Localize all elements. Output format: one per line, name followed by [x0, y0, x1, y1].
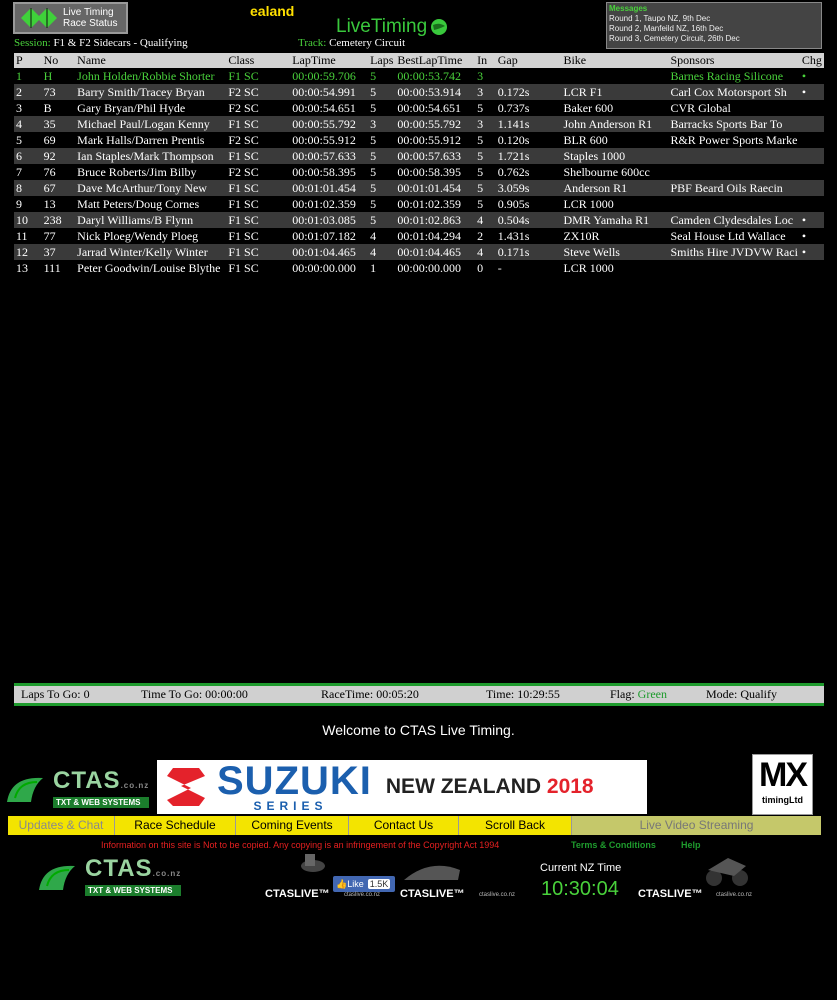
- suzuki-series-text: SERIES: [253, 799, 328, 813]
- cell-no: 76: [42, 164, 76, 180]
- help-link[interactable]: Help: [681, 840, 701, 850]
- checkered-flags-icon: [19, 6, 59, 30]
- cell-class: F2 SC: [226, 100, 290, 116]
- session-info: Session: F1 & F2 Sidecars - Qualifying: [14, 37, 188, 49]
- globe-icon: [430, 18, 448, 36]
- cell-class: F1 SC: [226, 212, 290, 228]
- cell-bike: Baker 600: [561, 100, 668, 116]
- ctas-flag-icon: [35, 860, 83, 894]
- cell-no: H: [42, 68, 76, 84]
- cell-name: Barry Smith/Tracey Bryan: [75, 84, 226, 100]
- cell-lap: 00:00:57.633: [290, 148, 368, 164]
- ctaslive-url: ctaslive.co.nz: [344, 892, 381, 898]
- nav-contact-us[interactable]: Contact Us: [349, 816, 459, 835]
- cell-no: 92: [42, 148, 76, 164]
- cell-p: 10: [14, 212, 42, 228]
- cell-gap: 3.059s: [496, 180, 562, 196]
- cell-best: 00:01:01.454: [395, 180, 475, 196]
- cell-lap: 00:00:59.706: [290, 68, 368, 84]
- cell-gap: 0.504s: [496, 212, 562, 228]
- cell-no: 69: [42, 132, 76, 148]
- cell-class: F1 SC: [226, 260, 290, 276]
- cell-no: 111: [42, 260, 76, 276]
- cell-chg: [800, 132, 824, 148]
- messages-title: Messages: [609, 4, 648, 13]
- cell-best: 00:01:04.465: [395, 244, 475, 260]
- cell-laps: 5: [368, 164, 395, 180]
- table-row[interactable]: [14, 260, 824, 276]
- ctas-logo[interactable]: [3, 767, 150, 808]
- cell-laps: 3: [368, 116, 395, 132]
- cell-sponsors: Carl Cox Motorsport Sh: [668, 84, 799, 100]
- cell-p: 6: [14, 148, 42, 164]
- cell-bike: DMR Yamaha R1: [561, 212, 668, 228]
- cell-lap: 00:01:04.465: [290, 244, 368, 260]
- cell-sponsors: [668, 164, 799, 180]
- cell-name: Ian Staples/Mark Thompson: [75, 148, 226, 164]
- live-timing-label: Live Timing Race Status: [63, 7, 118, 29]
- like-count: 1.5K: [369, 879, 389, 889]
- rider-icon: [265, 852, 327, 888]
- cell-lap: 00:00:55.912: [290, 132, 368, 148]
- bottom-nav: [8, 816, 821, 835]
- facebook-like-button[interactable]: [333, 876, 395, 892]
- race-status-bar: [14, 683, 824, 706]
- cell-name: Bruce Roberts/Jim Bilby: [75, 164, 226, 180]
- cell-chg: [800, 260, 824, 276]
- col-header-bestlaptime[interactable]: BestLapTime: [395, 53, 475, 68]
- table-row[interactable]: [14, 228, 824, 244]
- current-time: Time: 10:29:55: [486, 687, 560, 701]
- cell-best: 00:00:53.742: [395, 68, 475, 84]
- cell-sponsors: Barnes Racing Silicone: [668, 68, 799, 84]
- ctaslive-label: CTASLIVE™: [265, 888, 330, 900]
- cell-laps: 5: [368, 100, 395, 116]
- cell-name: John Holden/Robbie Shorter: [75, 68, 226, 84]
- ctas-name: CTAS.co.nz: [53, 767, 150, 794]
- cell-p: 11: [14, 228, 42, 244]
- cell-laps: 5: [368, 212, 395, 228]
- message-line: Round 1, Taupo NZ, 9th Dec: [609, 14, 711, 23]
- suzuki-series-banner[interactable]: [157, 760, 647, 814]
- like-label: Like: [347, 879, 364, 889]
- cell-p: 2: [14, 84, 42, 100]
- mx-logo-small: timingLtd: [762, 795, 803, 805]
- flag-value: Green: [637, 687, 667, 701]
- cell-no: 35: [42, 116, 76, 132]
- cell-p: 8: [14, 180, 42, 196]
- cell-best: 00:00:53.914: [395, 84, 475, 100]
- cell-laps: 5: [368, 132, 395, 148]
- cell-sponsors: CVR Global: [668, 100, 799, 116]
- cell-in: 3: [475, 116, 496, 132]
- laps-to-go: Laps To Go: 0: [21, 687, 90, 701]
- cell-laps: 5: [368, 68, 395, 84]
- cell-chg: •: [800, 212, 824, 228]
- cell-chg: •: [800, 84, 824, 100]
- cell-p: 7: [14, 164, 42, 180]
- col-header-name[interactable]: Name: [75, 53, 226, 68]
- ctas-name: CTAS.co.nz: [85, 855, 182, 882]
- cell-in: 5: [475, 148, 496, 164]
- current-nz-time: 10:30:04: [541, 878, 619, 900]
- col-header-laptime[interactable]: LapTime: [290, 53, 368, 68]
- cell-gap: 0.762s: [496, 164, 562, 180]
- table-row[interactable]: [14, 212, 824, 228]
- flag-label: Flag:: [610, 687, 635, 701]
- cell-sponsors: [668, 148, 799, 164]
- cell-class: F2 SC: [226, 164, 290, 180]
- cell-chg: [800, 100, 824, 116]
- cell-sponsors: Barracks Sports Bar To: [668, 116, 799, 132]
- ctaslive-badge-1[interactable]: [265, 852, 330, 900]
- cell-no: 238: [42, 212, 76, 228]
- cell-lap: 00:01:02.359: [290, 196, 368, 212]
- cell-no: 67: [42, 180, 76, 196]
- cell-chg: [800, 164, 824, 180]
- cell-best: 00:00:54.651: [395, 100, 475, 116]
- message-line: Round 2, Manfeild NZ, 16th Dec: [609, 24, 724, 33]
- cell-best: 00:01:02.359: [395, 196, 475, 212]
- col-header-chg[interactable]: Chg: [800, 53, 824, 68]
- col-header-bike[interactable]: Bike: [561, 53, 668, 68]
- cell-lap: 00:00:58.395: [290, 164, 368, 180]
- flag-status: [610, 687, 667, 702]
- cell-sponsors: [668, 196, 799, 212]
- cell-lap: 00:01:01.454: [290, 180, 368, 196]
- race-time: RaceTime: 00:05:20: [321, 687, 419, 701]
- cell-class: F1 SC: [226, 228, 290, 244]
- cell-bike: ZX10R: [561, 228, 668, 244]
- results-table: [14, 53, 824, 276]
- ctaslive-badge-2[interactable]: [400, 852, 465, 900]
- cell-gap: 0.120s: [496, 132, 562, 148]
- cell-no: B: [42, 100, 76, 116]
- cell-class: F1 SC: [226, 148, 290, 164]
- cell-class: F1 SC: [226, 116, 290, 132]
- cell-in: 5: [475, 164, 496, 180]
- cell-name: Michael Paul/Logan Kenny: [75, 116, 226, 132]
- suzuki-wordmark: SUZUKI: [217, 759, 372, 803]
- cell-p: 12: [14, 244, 42, 260]
- cell-name: Nick Ploeg/Wendy Ploeg: [75, 228, 226, 244]
- cell-name: Daryl Williams/B Flynn: [75, 212, 226, 228]
- ctaslive-url: ctaslive.co.nz: [716, 892, 753, 898]
- cell-p: 4: [14, 116, 42, 132]
- cell-lap: 00:00:54.651: [290, 100, 368, 116]
- cell-p: 9: [14, 196, 42, 212]
- col-header-no[interactable]: No: [42, 53, 76, 68]
- cell-gap: 1.141s: [496, 116, 562, 132]
- ctas-footer-logo[interactable]: [35, 855, 182, 896]
- cell-p: 3: [14, 100, 42, 116]
- cell-laps: 4: [368, 228, 395, 244]
- message-line: Round 3, Cemetery Circuit, 26th Dec: [609, 34, 740, 43]
- cell-lap: 00:01:03.085: [290, 212, 368, 228]
- terms-link[interactable]: Terms & Conditions: [571, 840, 656, 850]
- cell-bike: [561, 68, 668, 84]
- cell-chg: •: [800, 68, 824, 84]
- cell-best: 00:00:55.792: [395, 116, 475, 132]
- table-row[interactable]: [14, 148, 824, 164]
- cell-name: Dave McArthur/Tony New: [75, 180, 226, 196]
- cell-chg: •: [800, 244, 824, 260]
- cell-bike: Shelbourne 600cc: [561, 164, 668, 180]
- cell-chg: [800, 116, 824, 132]
- cell-gap: 0.172s: [496, 84, 562, 100]
- cell-gap: 1.431s: [496, 228, 562, 244]
- cell-class: F1 SC: [226, 180, 290, 196]
- live-timing-logo: [336, 16, 448, 38]
- nav-live-video-streaming[interactable]: Live Video Streaming: [572, 816, 821, 835]
- cell-gap: [496, 68, 562, 84]
- cell-class: F2 SC: [226, 84, 290, 100]
- cell-laps: 5: [368, 180, 395, 196]
- cell-best: 00:00:58.395: [395, 164, 475, 180]
- cell-laps: 4: [368, 244, 395, 260]
- cell-sponsors: R&R Power Sports Marke: [668, 132, 799, 148]
- cell-gap: 1.721s: [496, 148, 562, 164]
- messages-box: [606, 2, 822, 49]
- table-header-row: [14, 53, 824, 68]
- cell-in: 5: [475, 100, 496, 116]
- cell-in: 5: [475, 132, 496, 148]
- cell-gap: 0.171s: [496, 244, 562, 260]
- cell-no: 73: [42, 84, 76, 100]
- cell-class: F1 SC: [226, 196, 290, 212]
- cell-bike: BLR 600: [561, 132, 668, 148]
- cell-in: 4: [475, 212, 496, 228]
- ctaslive-label: CTASLIVE™: [638, 888, 703, 900]
- cell-lap: 00:00:54.991: [290, 84, 368, 100]
- cell-in: 2: [475, 228, 496, 244]
- table-row[interactable]: [14, 180, 824, 196]
- table-row[interactable]: [14, 84, 824, 100]
- mx-logo-big: MX: [759, 756, 806, 794]
- cell-p: 5: [14, 132, 42, 148]
- col-header-gap[interactable]: Gap: [496, 53, 562, 68]
- cell-best: 00:01:04.294: [395, 228, 475, 244]
- ctas-tagline: TXT & WEB SYSTEMS: [53, 797, 149, 808]
- time-to-go: Time To Go: 00:00:00: [141, 687, 248, 701]
- cell-name: Mark Halls/Darren Prentis: [75, 132, 226, 148]
- live-timing-race-status-button[interactable]: [13, 2, 128, 34]
- cell-no: 37: [42, 244, 76, 260]
- cell-chg: [800, 180, 824, 196]
- mx-timing-logo[interactable]: [752, 754, 813, 815]
- motorbike-icon: [694, 852, 756, 888]
- cell-class: F1 SC: [226, 244, 290, 260]
- cell-in: 5: [475, 196, 496, 212]
- cell-best: 00:01:02.863: [395, 212, 475, 228]
- cell-best: 00:00:00.000: [395, 260, 475, 276]
- nav-updates-chat[interactable]: Updates & Chat: [8, 816, 115, 835]
- ctas-flag-icon: [3, 772, 51, 806]
- cell-sponsors: [668, 260, 799, 276]
- cell-name: Matt Peters/Doug Cornes: [75, 196, 226, 212]
- table-row[interactable]: [14, 100, 824, 116]
- ctaslive-label: CTASLIVE™: [400, 888, 465, 900]
- cell-in: 0: [475, 260, 496, 276]
- cell-bike: LCR 1000: [561, 260, 668, 276]
- suzuki-nz-title: NEW ZEALAND 2018: [385, 775, 594, 798]
- cell-sponsors: PBF Beard Oils Raecin: [668, 180, 799, 196]
- cell-laps: 1: [368, 260, 395, 276]
- ctas-tagline: TXT & WEB SYSTEMS: [85, 885, 181, 896]
- col-header-p[interactable]: P: [14, 53, 42, 68]
- cell-laps: 5: [368, 148, 395, 164]
- cell-gap: 0.737s: [496, 100, 562, 116]
- sidecar-icon: [400, 852, 462, 888]
- brand-title: ealand: [250, 3, 295, 19]
- cell-class: F2 SC: [226, 132, 290, 148]
- cell-no: 77: [42, 228, 76, 244]
- cell-in: 3: [475, 84, 496, 100]
- cell-bike: Staples 1000: [561, 148, 668, 164]
- track-info: Track: Cemetery Circuit: [298, 37, 406, 49]
- cell-bike: John Anderson R1: [561, 116, 668, 132]
- welcome-message: Welcome to CTAS Live Timing.: [322, 722, 515, 738]
- cell-sponsors: Camden Clydesdales Loc: [668, 212, 799, 228]
- table-row[interactable]: [14, 132, 824, 148]
- table-row[interactable]: [14, 164, 824, 180]
- cell-lap: 00:00:00.000: [290, 260, 368, 276]
- table-row[interactable]: [14, 116, 824, 132]
- col-header-class[interactable]: Class: [226, 53, 290, 68]
- table-row[interactable]: [14, 68, 824, 84]
- cell-chg: [800, 196, 824, 212]
- cell-chg: •: [800, 228, 824, 244]
- cell-bike: LCR F1: [561, 84, 668, 100]
- cell-in: 5: [475, 180, 496, 196]
- nav-coming-events[interactable]: Coming Events: [236, 816, 349, 835]
- suzuki-s-logo-icon: [163, 764, 209, 810]
- nav-race-schedule[interactable]: Race Schedule: [115, 816, 236, 835]
- nav-scroll-back[interactable]: Scroll Back: [459, 816, 572, 835]
- copyright-notice: Information on this site is Not to be copied. Any copying is an infringement of the Copyright Act 1994: [101, 840, 500, 850]
- thumbs-up-icon: 👍: [336, 878, 348, 889]
- cell-in: 4: [475, 244, 496, 260]
- cell-laps: 5: [368, 84, 395, 100]
- cell-chg: [800, 148, 824, 164]
- table-row[interactable]: [14, 244, 824, 260]
- col-header-laps[interactable]: Laps: [370, 53, 394, 67]
- cell-gap: 0.905s: [496, 196, 562, 212]
- cell-name: Gary Bryan/Phil Hyde: [75, 100, 226, 116]
- cell-in: 3: [475, 68, 496, 84]
- cell-no: 13: [42, 196, 76, 212]
- cell-gap: -: [496, 260, 562, 276]
- table-row[interactable]: [14, 196, 824, 212]
- cell-sponsors: Smiths Hire JVDVW Raci: [670, 244, 798, 259]
- mode-status: Mode: Qualify: [706, 687, 777, 701]
- ctaslive-url: ctaslive.co.nz: [479, 892, 516, 898]
- cell-name: Jarrad Winter/Kelly Winter: [75, 244, 226, 260]
- live-timing-logo-text: LiveTiming: [336, 16, 428, 37]
- cell-name: Peter Goodwin/Louise Blythe: [75, 260, 226, 276]
- col-header-in[interactable]: In: [475, 53, 496, 68]
- cell-bike: LCR 1000: [561, 196, 668, 212]
- current-nz-time-label: Current NZ Time: [540, 862, 622, 874]
- col-header-sponsors[interactable]: Sponsors: [668, 53, 799, 68]
- cell-lap: 00:01:07.182: [290, 228, 368, 244]
- cell-bike: Steve Wells: [561, 244, 668, 260]
- cell-p: 1: [14, 68, 42, 84]
- cell-lap: 00:00:55.792: [290, 116, 368, 132]
- cell-best: 00:00:57.633: [395, 148, 475, 164]
- cell-sponsors: Seal House Ltd Wallace: [668, 228, 799, 244]
- cell-class: F1 SC: [226, 68, 290, 84]
- cell-laps: 5: [368, 196, 395, 212]
- cell-best: 00:00:55.912: [395, 132, 475, 148]
- cell-p: 13: [14, 260, 42, 276]
- cell-bike: Anderson R1: [561, 180, 668, 196]
